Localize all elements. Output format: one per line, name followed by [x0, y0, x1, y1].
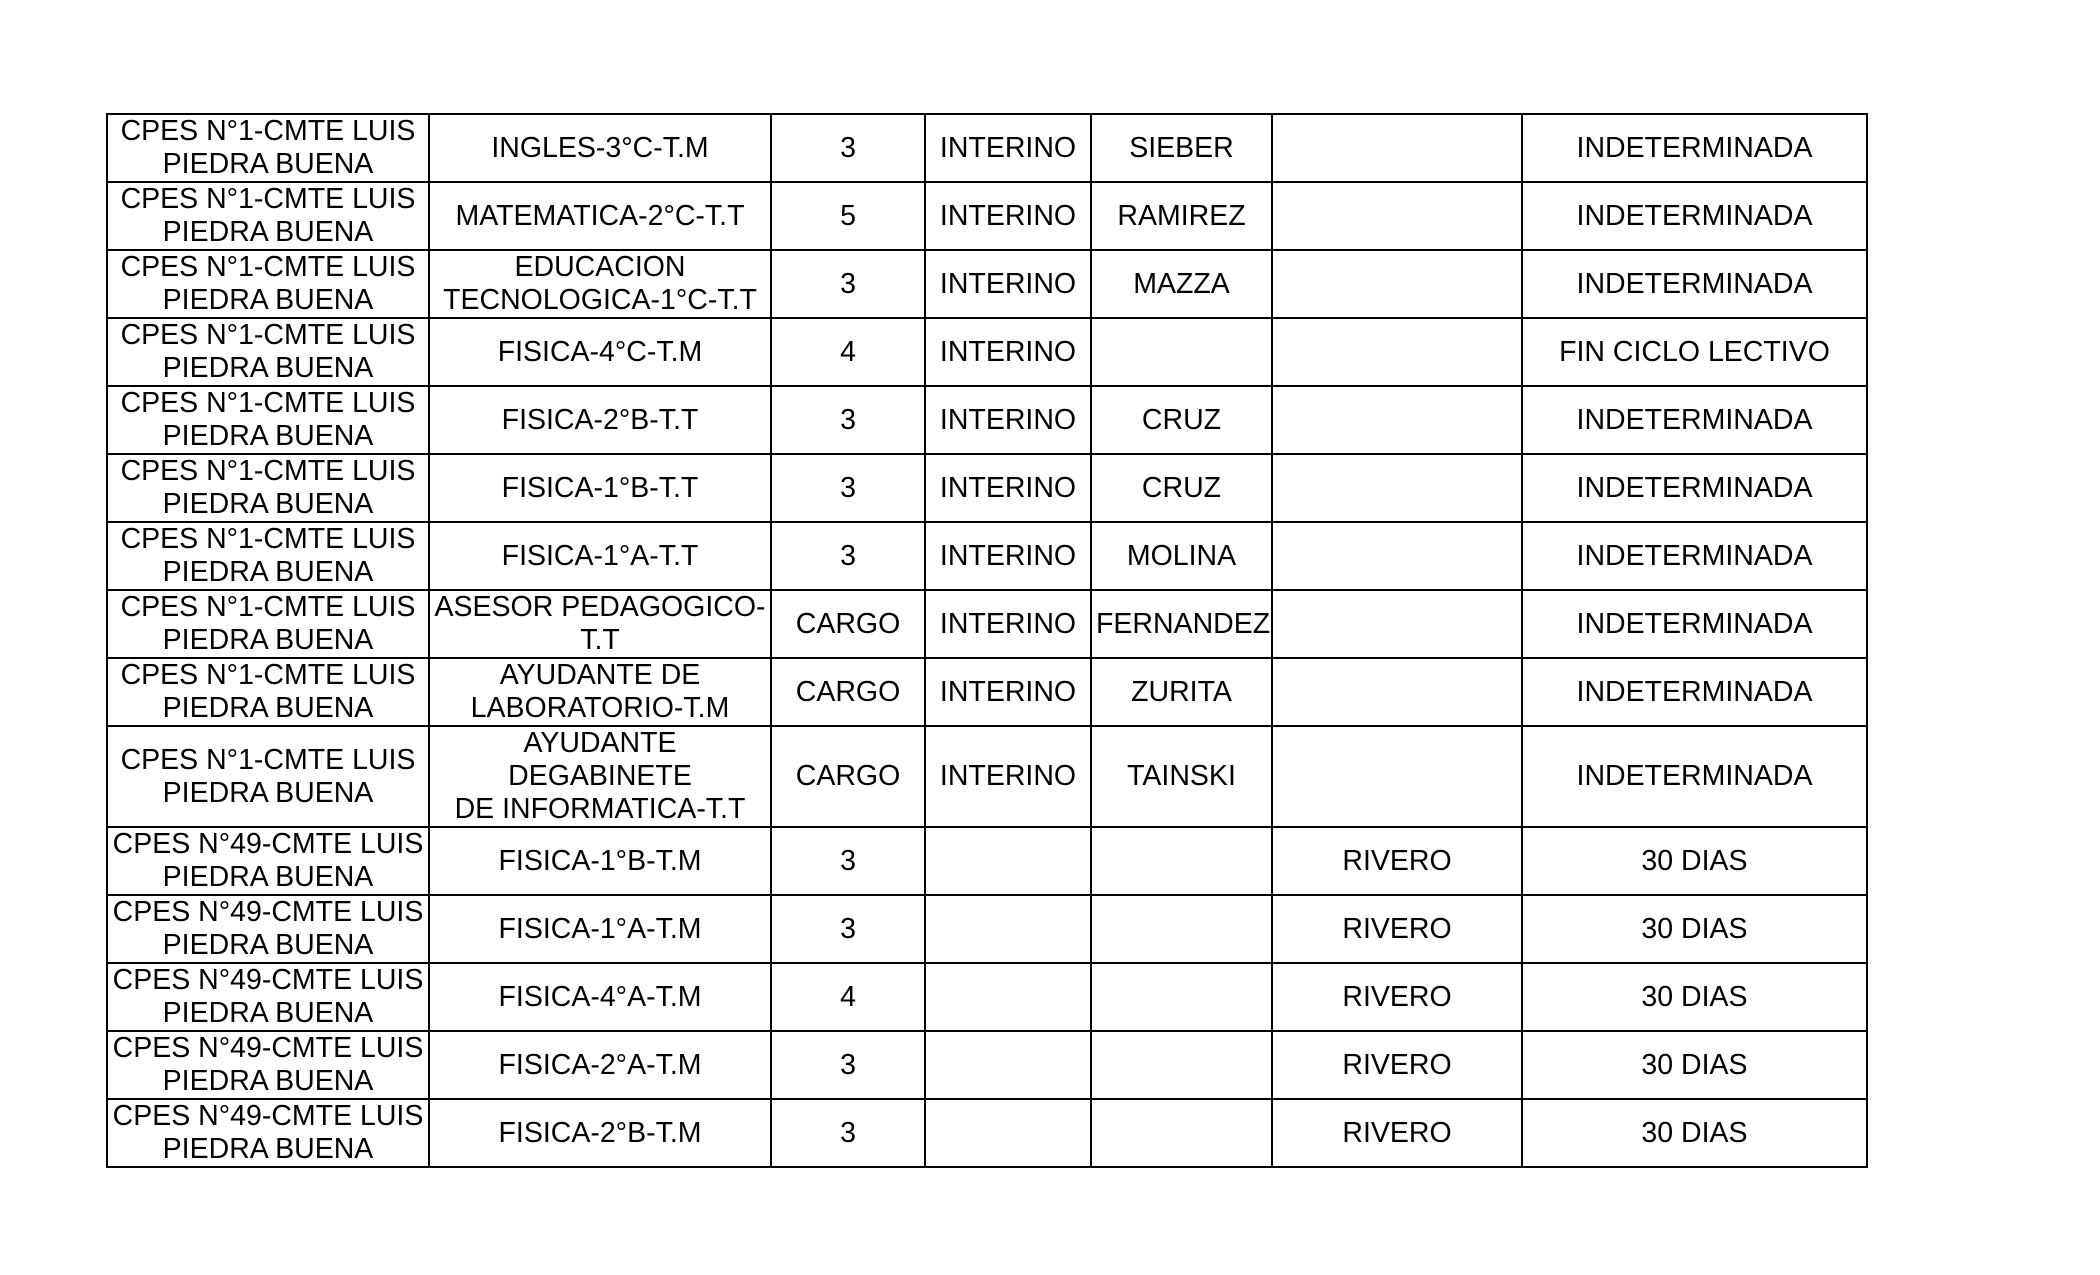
status-cell: INTERINO	[925, 454, 1091, 522]
table-row	[107, 827, 1867, 895]
subject-cell: FISICA-1°B-T.M	[429, 827, 771, 895]
table-row	[107, 895, 1867, 963]
duration-cell: 30 DIAS	[1522, 1031, 1867, 1099]
substitute-cell	[1272, 590, 1522, 658]
school-cell: CPES N°1-CMTE LUIS PIEDRA BUENA	[107, 454, 429, 522]
school-cell: CPES N°49-CMTE LUIS PIEDRA BUENA	[107, 895, 429, 963]
status-cell	[925, 895, 1091, 963]
substitute-cell: RIVERO	[1272, 1099, 1522, 1167]
hours-cell: 5	[771, 182, 925, 250]
duration-cell: INDETERMINADA	[1522, 114, 1867, 182]
duration-cell: 30 DIAS	[1522, 895, 1867, 963]
teacher-cell: MOLINA	[1091, 522, 1272, 590]
teacher-cell	[1091, 1099, 1272, 1167]
table-row	[107, 1099, 1867, 1167]
teacher-cell	[1091, 963, 1272, 1031]
status-cell	[925, 827, 1091, 895]
substitute-cell	[1272, 182, 1522, 250]
table-row	[107, 590, 1867, 658]
table-row	[107, 454, 1867, 522]
subject-cell: EDUCACION TECNOLOGICA-1°C-T.T	[429, 250, 771, 318]
table-row	[107, 386, 1867, 454]
duration-cell: 30 DIAS	[1522, 1099, 1867, 1167]
status-cell: INTERINO	[925, 318, 1091, 386]
status-cell	[925, 1031, 1091, 1099]
substitute-cell: RIVERO	[1272, 963, 1522, 1031]
table-row	[107, 1031, 1867, 1099]
duration-cell: INDETERMINADA	[1522, 590, 1867, 658]
school-cell: CPES N°1-CMTE LUIS PIEDRA BUENA	[107, 182, 429, 250]
hours-cell: CARGO	[771, 726, 925, 827]
school-cell: CPES N°1-CMTE LUIS PIEDRA BUENA	[107, 590, 429, 658]
hours-cell: 3	[771, 827, 925, 895]
subject-cell: ASESOR PEDAGOGICO- T.T	[429, 590, 771, 658]
teacher-cell	[1091, 895, 1272, 963]
subject-cell: MATEMATICA-2°C-T.T	[429, 182, 771, 250]
teacher-cell: ZURITA	[1091, 658, 1272, 726]
subject-cell: FISICA-4°C-T.M	[429, 318, 771, 386]
table-row	[107, 658, 1867, 726]
duration-cell: INDETERMINADA	[1522, 726, 1867, 827]
duration-cell: 30 DIAS	[1522, 827, 1867, 895]
table-row	[107, 114, 1867, 182]
school-cell: CPES N°49-CMTE LUIS PIEDRA BUENA	[107, 963, 429, 1031]
status-cell: INTERINO	[925, 182, 1091, 250]
teacher-cell	[1091, 318, 1272, 386]
substitute-cell: RIVERO	[1272, 1031, 1522, 1099]
school-cell: CPES N°1-CMTE LUIS PIEDRA BUENA	[107, 658, 429, 726]
status-cell: INTERINO	[925, 726, 1091, 827]
teacher-cell: TAINSKI	[1091, 726, 1272, 827]
substitute-cell: RIVERO	[1272, 895, 1522, 963]
subject-cell: FISICA-1°B-T.T	[429, 454, 771, 522]
hours-cell: 3	[771, 895, 925, 963]
duration-cell: INDETERMINADA	[1522, 386, 1867, 454]
subject-cell: AYUDANTE DEGABINETE DE INFORMATICA-T.T	[429, 726, 771, 827]
school-cell: CPES N°1-CMTE LUIS PIEDRA BUENA	[107, 522, 429, 590]
substitute-cell	[1272, 114, 1522, 182]
subject-cell: FISICA-2°B-T.T	[429, 386, 771, 454]
school-cell: CPES N°1-CMTE LUIS PIEDRA BUENA	[107, 318, 429, 386]
school-cell: CPES N°1-CMTE LUIS PIEDRA BUENA	[107, 250, 429, 318]
hours-cell: CARGO	[771, 590, 925, 658]
school-cell: CPES N°49-CMTE LUIS PIEDRA BUENA	[107, 827, 429, 895]
duration-cell: INDETERMINADA	[1522, 454, 1867, 522]
table-row	[107, 726, 1867, 827]
subject-cell: INGLES-3°C-T.M	[429, 114, 771, 182]
status-cell	[925, 1099, 1091, 1167]
subject-cell: FISICA-4°A-T.M	[429, 963, 771, 1031]
status-cell: INTERINO	[925, 386, 1091, 454]
school-cell: CPES N°1-CMTE LUIS PIEDRA BUENA	[107, 726, 429, 827]
status-cell: INTERINO	[925, 250, 1091, 318]
duration-cell: INDETERMINADA	[1522, 658, 1867, 726]
table-row	[107, 182, 1867, 250]
hours-cell: 3	[771, 114, 925, 182]
teacher-cell: MAZZA	[1091, 250, 1272, 318]
duration-cell: INDETERMINADA	[1522, 182, 1867, 250]
assignments-table	[106, 113, 1868, 1168]
substitute-cell	[1272, 250, 1522, 318]
table-body	[107, 114, 1867, 1167]
school-cell: CPES N°1-CMTE LUIS PIEDRA BUENA	[107, 386, 429, 454]
substitute-cell	[1272, 658, 1522, 726]
subject-cell: AYUDANTE DE LABORATORIO-T.M	[429, 658, 771, 726]
table-row	[107, 250, 1867, 318]
teacher-cell: SIEBER	[1091, 114, 1272, 182]
status-cell: INTERINO	[925, 522, 1091, 590]
status-cell: INTERINO	[925, 590, 1091, 658]
subject-cell: FISICA-1°A-T.T	[429, 522, 771, 590]
table-row	[107, 522, 1867, 590]
subject-cell: FISICA-2°A-T.M	[429, 1031, 771, 1099]
hours-cell: 3	[771, 250, 925, 318]
hours-cell: 3	[771, 454, 925, 522]
teacher-cell: FERNANDEZ	[1091, 590, 1272, 658]
hours-cell: 3	[771, 1099, 925, 1167]
substitute-cell	[1272, 318, 1522, 386]
hours-cell: 3	[771, 386, 925, 454]
school-cell: CPES N°49-CMTE LUIS PIEDRA BUENA	[107, 1031, 429, 1099]
status-cell	[925, 963, 1091, 1031]
teacher-cell	[1091, 827, 1272, 895]
duration-cell: 30 DIAS	[1522, 963, 1867, 1031]
status-cell: INTERINO	[925, 114, 1091, 182]
subject-cell: FISICA-2°B-T.M	[429, 1099, 771, 1167]
hours-cell: 3	[771, 1031, 925, 1099]
teacher-cell: CRUZ	[1091, 454, 1272, 522]
hours-cell: 4	[771, 963, 925, 1031]
substitute-cell	[1272, 454, 1522, 522]
hours-cell: 4	[771, 318, 925, 386]
substitute-cell	[1272, 726, 1522, 827]
hours-cell: 3	[771, 522, 925, 590]
teacher-cell	[1091, 1031, 1272, 1099]
school-cell: CPES N°49-CMTE LUIS PIEDRA BUENA	[107, 1099, 429, 1167]
substitute-cell	[1272, 522, 1522, 590]
table-row	[107, 318, 1867, 386]
substitute-cell: RIVERO	[1272, 827, 1522, 895]
substitute-cell	[1272, 386, 1522, 454]
duration-cell: INDETERMINADA	[1522, 250, 1867, 318]
duration-cell: INDETERMINADA	[1522, 522, 1867, 590]
table-row	[107, 963, 1867, 1031]
subject-cell: FISICA-1°A-T.M	[429, 895, 771, 963]
teacher-cell: CRUZ	[1091, 386, 1272, 454]
hours-cell: CARGO	[771, 658, 925, 726]
status-cell: INTERINO	[925, 658, 1091, 726]
duration-cell: FIN CICLO LECTIVO	[1522, 318, 1867, 386]
school-cell: CPES N°1-CMTE LUIS PIEDRA BUENA	[107, 114, 429, 182]
teacher-cell: RAMIREZ	[1091, 182, 1272, 250]
